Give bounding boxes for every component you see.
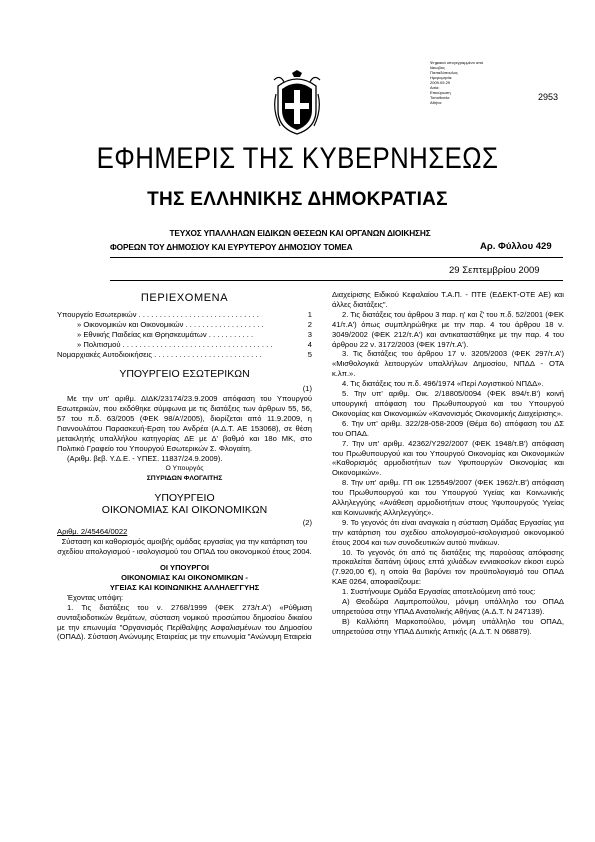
ministry-heading: ΥΠΟΥΡΓΕΙΟ ΕΣΩΤΕΡΙΚΩΝ [119, 368, 250, 381]
paragraph: 7. Την υπ' αριθμ. 42362/Y292/2007 (ΦΕΚ 1948/τ.Β') απόφαση του Πρωθυπουργού και του Υπουργού Οικονομίας και Οικονομικών «Καθορισμός αρμοδιοτήτων των Υφυπουργών Οικονομίας και Οικονομικών». [332, 438, 564, 478]
paragraph: 1. Τις διατάξεις του ν. 2768/1999 (ΦΕΚ 273/τ.Α') «Ρύθμιση συνταξιοδοτικών θεμάτων, σύσταση νομικού προσώπου δημοσίου δικαίου με την επωνυμία "Οργανισμός Περίθαλψης Ασφαλισμένων του Δημοσίου (ΟΠΑΔ). Σύσταση Ανώνυμης Εταιρείας με την επωνυμία "Ανώνυμη Εταιρεία [57, 602, 312, 642]
signer-name: ΣΠΥΡΙΔΩΝ ΦΛΟΓΑΙΤΗΣ [146, 474, 223, 482]
signature-line: Επικύρωση [430, 90, 451, 95]
signature-line: Ιάκωβος [430, 65, 445, 70]
signature-line: Ημερομηνία: [430, 75, 453, 80]
toc-item[interactable]: Νομαρχιακές Αυτοδιοικήσεις . . . . . . . . . . . . . . . . . . . . . . . . . . 5 [57, 349, 312, 359]
header-divider [110, 257, 563, 258]
ministry-heading: ΟΙΚΟΝΟΜΙΑΣ ΚΑΙ ΟΙΚΟΝΟΜΙΚΩΝ [101, 503, 268, 516]
paragraph: 4. Τις διατάξεις του π.δ. 496/1974 «Περί Λογιστικού ΝΠΔΔ». [342, 379, 544, 389]
issue-date: 29 Σεπτεμβρίου 2009 [449, 265, 540, 276]
decision-title: Σύσταση και καθορισμός αμοιβής ομάδας εργασίας για την κατάρτιση του σχεδίου απολογισμού - ισολογισμού του ΟΠΑΔ του οικονομικού έτους 2004. [57, 537, 312, 557]
left-column [57, 290, 312, 642]
paragraph: 9. Το γεγονός ότι είναι αναγκαία η σύσταση Ομάδας Εργασίας για την κατάρτιση του σχεδίου απολογισμού-ισολογισμού οικονομικού έτους 2004 και των συνοδευτικών αυτού πινάκων. [332, 517, 564, 547]
signature-line: Ψηφιακά υπογεγραμμένο από [430, 60, 484, 65]
paragraph: 8. Την υπ' αριθμ. ΓΠ οικ 125549/2007 (ΦΕΚ 1962/τ.Β') απόφαση του Πρωθυπουργού και του Υπουργού Υγείας και Κοινωνικής Αλληλεγγύης «Ανάθεση αρμοδιοτήτων στους Υφυπουργούς Υγείας και Κοινωνικής Αλληλεγγύης». [332, 478, 564, 517]
toc-item[interactable]: » Πολιτισμού . . . . . . . . . . . . . . . . . . . . . . . . . . . . . . . . . . . . 4 [77, 339, 312, 349]
paragraph: 10. Το γεγονός ότι από τις διατάξεις της παρούσας απόφασης προκαλείται δαπάνη ύψους επτά χιλιάδων εννιακοσίων είκοσι ευρώ (7.920,00 €), η οποία θα βαρύνει τον προϋπολογισμό του ΟΠΑΔ ΚΑΕ 0264, αποφασίζουμε: [332, 547, 564, 587]
paragraph: Α) Θεοδώρα Λαμπροπούλου, μόνιμη υπάλληλο του ΟΠΑΔ υπηρετούσα στην ΥΠΑΔ Ανατολικής Αθήνας (Α.Δ.Τ. Ν 247139). [332, 597, 564, 616]
entry-number: (2) [302, 517, 312, 527]
signature-line: Παπαδόπουλος [430, 70, 458, 75]
ministers-heading: ΟΙΚΟΝΟΜΙΑΣ ΚΑΙ ΟΙΚΟΝΟΜΙΚΩΝ - [121, 573, 248, 583]
paragraph: 2. Τις διατάξεις του άρθρου 3 παρ. η' και ζ' του π.δ. 52/2001 (ΦΕΚ 41/τ.Α') όπως συμπληρώθηκε με την παρ. 4 του άρθρου 18 ν. 3049/2002 (ΦΕΚ 212/τ.Α') και αντικαταστάθηκε με την παρ. 4 του άρθρου 22 ν. 3172/2003 (ΦΕΚ 197/τ.Α'). [332, 309, 564, 349]
signer-role: Ο Υπουργός [165, 464, 204, 472]
toc-item[interactable]: Υπουργείο Εσωτερικών . . . . . . . . . . . . . . . . . . . . . . . . . . . . . 1 [57, 309, 312, 319]
paragraph: 1. Συστήνουμε Ομάδα Εργασίας αποτελούμενη από τους: [342, 587, 536, 597]
toc-heading: ΠΕΡΙΕΧΟΜΕΝΑ [140, 292, 229, 304]
paragraph: 5. Την υπ' αριθμ. Οικ. 2/18805/0094 (ΦΕΚ 894/τ.Β') κοινή υπουργική απόφαση του Πρωθυπουργού και του Υπουργού Οικονομίας και Οικονομικών «Κανονισμός Οικονομικής Διαχείρισης». [332, 389, 564, 418]
considering-label: Έχοντας υπόψη: [67, 592, 124, 602]
signature-line: 2009.09.29 [430, 80, 451, 85]
paragraph: 3. Τις διατάξεις του άρθρου 17 ν. 3205/2003 (ΦΕΚ 297/τ.Α') «Μισθολογικά λειτουργών υπαλλήλων Δημοσίου, ΝΠΔΔ - ΟΤΑ κ.λπ.». [332, 349, 564, 379]
issue-series-line1: ΤΕΥΧΟΣ ΥΠΑΛΛΗΛΩΝ ΕΙΔΙΚΩΝ ΘΕΣΕΩΝ ΚΑΙ ΟΡΓΑΝΩΝ ΔΙΟΙΚΗΣΗΣ [169, 228, 431, 238]
header-divider [110, 280, 563, 281]
paragraph: Διαχείρισης Ειδικού Κεφαλαίου Τ.Α.Π. - ΠΤΕ (ΕΔΕΚΤ-ΟΤΕ ΑΕ) και άλλες διατάξεις". [332, 290, 564, 309]
toc-item[interactable]: » Εθνικής Παιδείας και Θρησκευμάτων . . . . . . . . . . . 3 [77, 329, 312, 339]
signature-line: Αθήνα [430, 100, 442, 105]
paragraph: 6. Την υπ' αριθμ. 322/28-058-2009 (Θέμα 6ο) απόφαση του ΔΣ του ΟΠΑΔ. [332, 418, 564, 438]
page-number: 2953 [538, 92, 559, 102]
ministers-heading: ΟΙ ΥΠΟΥΡΓΟΙ [160, 563, 209, 573]
signature-line: Αιτία: [430, 85, 440, 90]
coat-of-arms-icon [272, 70, 322, 138]
right-column [332, 290, 564, 637]
paragraph: Β) Καλλιόπη Μαρκοπούλου, μόνιμη υπάλληλο του ΟΠΑΔ, υπηρετούσα στην ΥΠΑΔ Δυτικής Αττικής (Α.Δ.Τ. Ν 068879). [332, 616, 564, 636]
sheet-number: Αρ. Φύλλου 429 [480, 241, 552, 252]
signature-line: Τοποθεσία: [430, 95, 450, 100]
issue-series-line2: ΦΟΡΕΩΝ ΤΟΥ ΔΗΜΟΣΙΟΥ ΚΑΙ ΕΥΡΥΤΕΡΟΥ ΔΗΜΟΣΙΟΥ ΤΟΜΕΑ [110, 242, 353, 252]
digital-signature-block [430, 60, 520, 105]
decision-text: Με την υπ' αριθμ. ΔΙΔΚ/23174/23.9.2009 απόφαση του Υπουργού Εσωτερικών, που εκδόθηκε σύμφωνα με τις διατάξεις των άρθρων 55, 56, 57 του π.δ. 63/2005 (ΦΕΚ 98/Α'/2005), διορίζεται από 11.9.2009, η Γιαννουλάτου Παρασκευή-Ερση του Ανδρέα (Α.Δ.Τ. ΑΕ 153068), σε θέση μετακλητής υπαλλήλου κατηγορίας ΔΕ με Δ' βαθμό και 18ο ΜΚ, στο Πολιτικό Γραφείο του Υπουργού Εσωτερικών Σ. Φλογαίτη. [57, 394, 312, 453]
ministers-heading: ΥΓΕΙΑΣ ΚΑΙ ΚΟΙΝΩΝΙΚΗΣ ΑΛΛΗΛΕΓΓΥΗΣ [109, 582, 260, 592]
gazette-title: ΕΦΗΜΕΡΙΣ ΤΗΣ ΚΥΒΕΡΝΗΣΕΩΣ [96, 142, 499, 175]
entry-number: (1) [302, 384, 312, 394]
table-of-contents [57, 310, 312, 360]
ministry-heading: ΥΠΟΥΡΓΕΙΟ [154, 491, 215, 504]
toc-item[interactable]: » Οικονομικών και Οικονομικών . . . . . . . . . . . . . . . . . . . 2 [77, 319, 312, 329]
gazette-subtitle: ΤΗΣ ΕΛΛΗΝΙΚΗΣ ΔΗΜΟΚΡΑΤΙΑΣ [147, 189, 448, 210]
decision-number: Αριθμ. 2/45464/0022 [57, 527, 128, 537]
decision-reference: (Αριθμ. βεβ. Υ.Δ.Ε. - ΥΠΕΣ. 11837/24.9.2009). [67, 453, 223, 463]
